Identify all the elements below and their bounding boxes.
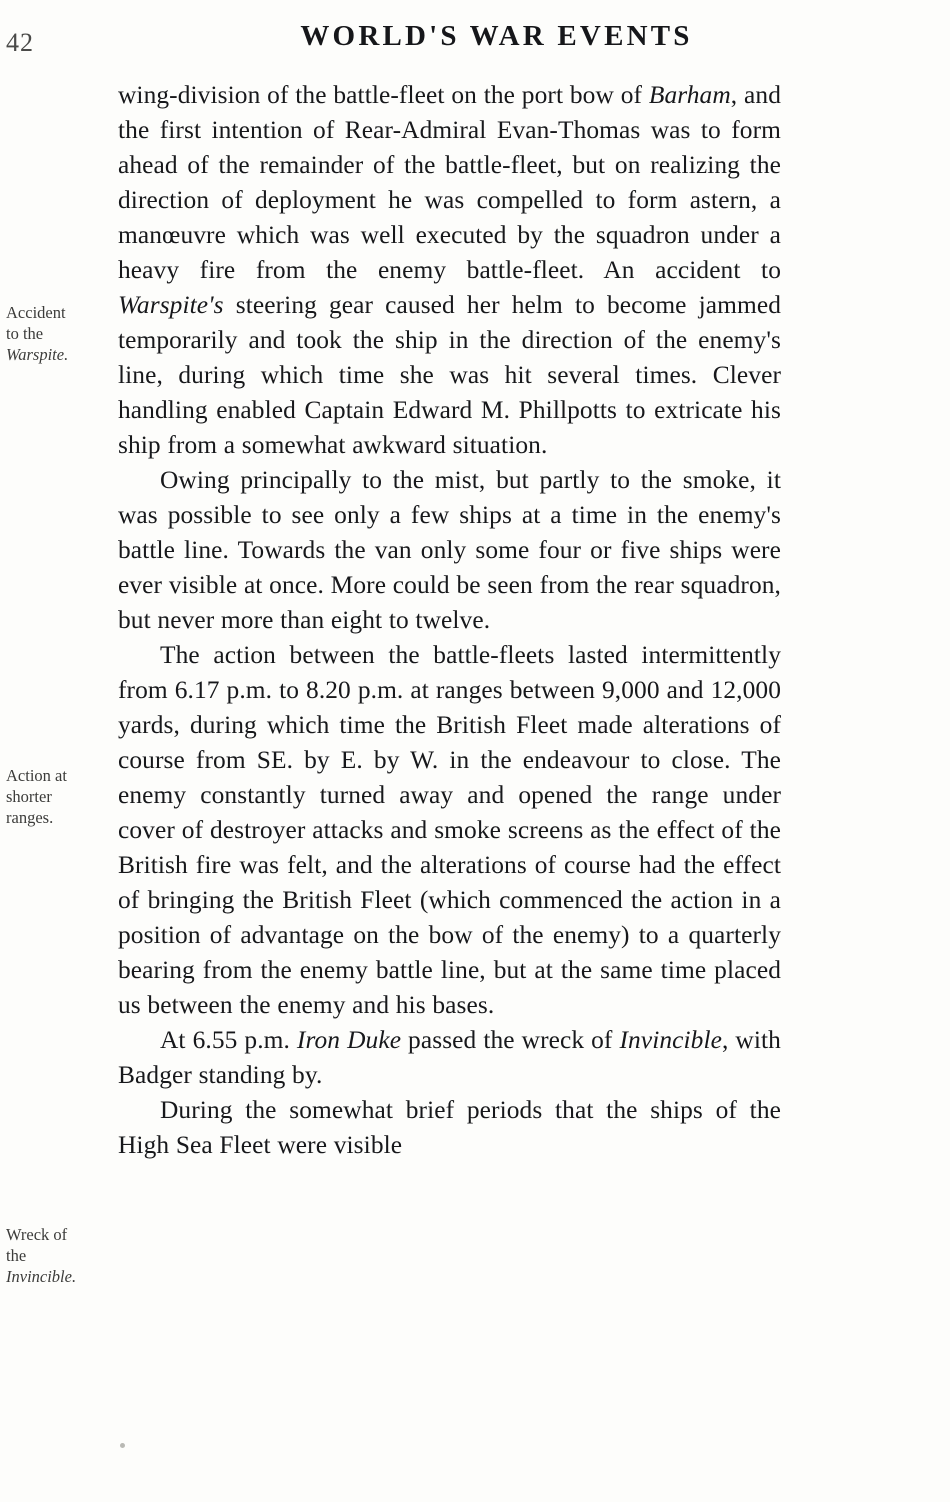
text-run: The action between the battle-fleets lasted intermittently from 6.17 p.m. to 8.20 p.m. at ranges between 9,000 and 12,000 yards, during which time the British Fleet made alterations of course from SE. by E. by W. in the endeavour to close. The enemy constantly turned away and opened the range under cover of destroyer attacks and smoke screens as the effect of the British fire was felt, and the alterations of course had the effect of bringing the British Fleet (which commenced the action in a position of advantage on the bow of the enemy) to a quarterly bearing from the enemy battle line, but at the same time placed us between the enemy and his bases. — [118, 641, 781, 1019]
sidenote-action-shorter-ranges — [6, 765, 118, 828]
page-speck — [120, 1443, 125, 1448]
ship-name-italic: Barham — [648, 81, 731, 109]
text-run: , and the first intention of Rear-Admiral Evan-Thomas was to form ahead of the remainder of the battle-fleet, but on realizing the direction of deployment he was compelled to form astern, a manœuvre which was well executed by the squadron under a heavy fire from the enemy battle-fleet. An accident to — [118, 81, 781, 284]
paragraph — [118, 638, 781, 1023]
body-text-column — [118, 78, 781, 1163]
sidenote-line: Warspite. — [6, 345, 69, 364]
paragraph — [118, 1023, 781, 1093]
text-run: During the somewhat brief periods that the ships of the High Sea Fleet were visible — [118, 1096, 781, 1159]
sidenote-accident-warspite — [6, 302, 118, 365]
sidenote-line: Accident — [6, 303, 66, 322]
ship-name-italic: Invincible — [619, 1026, 722, 1054]
sidenote-line: Wreck of — [6, 1225, 68, 1244]
paragraph — [118, 1093, 781, 1163]
ship-name-italic: Warspite's — [118, 291, 224, 319]
text-run: At 6.55 p.m. — [160, 1026, 297, 1054]
text-run: wing-division of the battle-fleet on the port bow of — [118, 81, 649, 109]
text-run: Owing principally to the mist, but partly to the smoke, it was possible to see only a few ships at a time in the enemy's battle line. Towards the van only some four or five ships were ever visible at once. More could be seen from the rear squadron, but never more than eight to twelve. — [118, 466, 781, 634]
sidenote-line: ranges. — [6, 808, 54, 827]
paragraph — [118, 78, 781, 463]
sidenote-line: shorter — [6, 787, 52, 806]
running-head-title: WORLD'S WAR EVENTS — [300, 20, 693, 52]
sidenote-line: Invincible. — [6, 1267, 77, 1286]
page-number: 42 — [6, 28, 34, 57]
sidenote-line: Action at — [6, 766, 67, 785]
sidenote-wreck-invincible — [6, 1224, 118, 1287]
running-head — [0, 20, 950, 64]
ship-name-italic: Iron Duke — [296, 1026, 402, 1054]
text-run: passed the wreck of — [401, 1026, 620, 1054]
sidenote-line: the — [6, 1246, 27, 1265]
paragraph — [118, 463, 781, 638]
text-run: steering gear caused her helm to become jammed temporarily and took the ship in the direction of the enemy's line, during which time she was hit several times. Clever handling enabled Captain Edward M. Phillpotts to extricate his ship from a somewhat awkward situation. — [118, 291, 781, 459]
text-run: , with Badger standing by. — [118, 1026, 781, 1089]
sidenote-line: to the — [6, 324, 44, 343]
